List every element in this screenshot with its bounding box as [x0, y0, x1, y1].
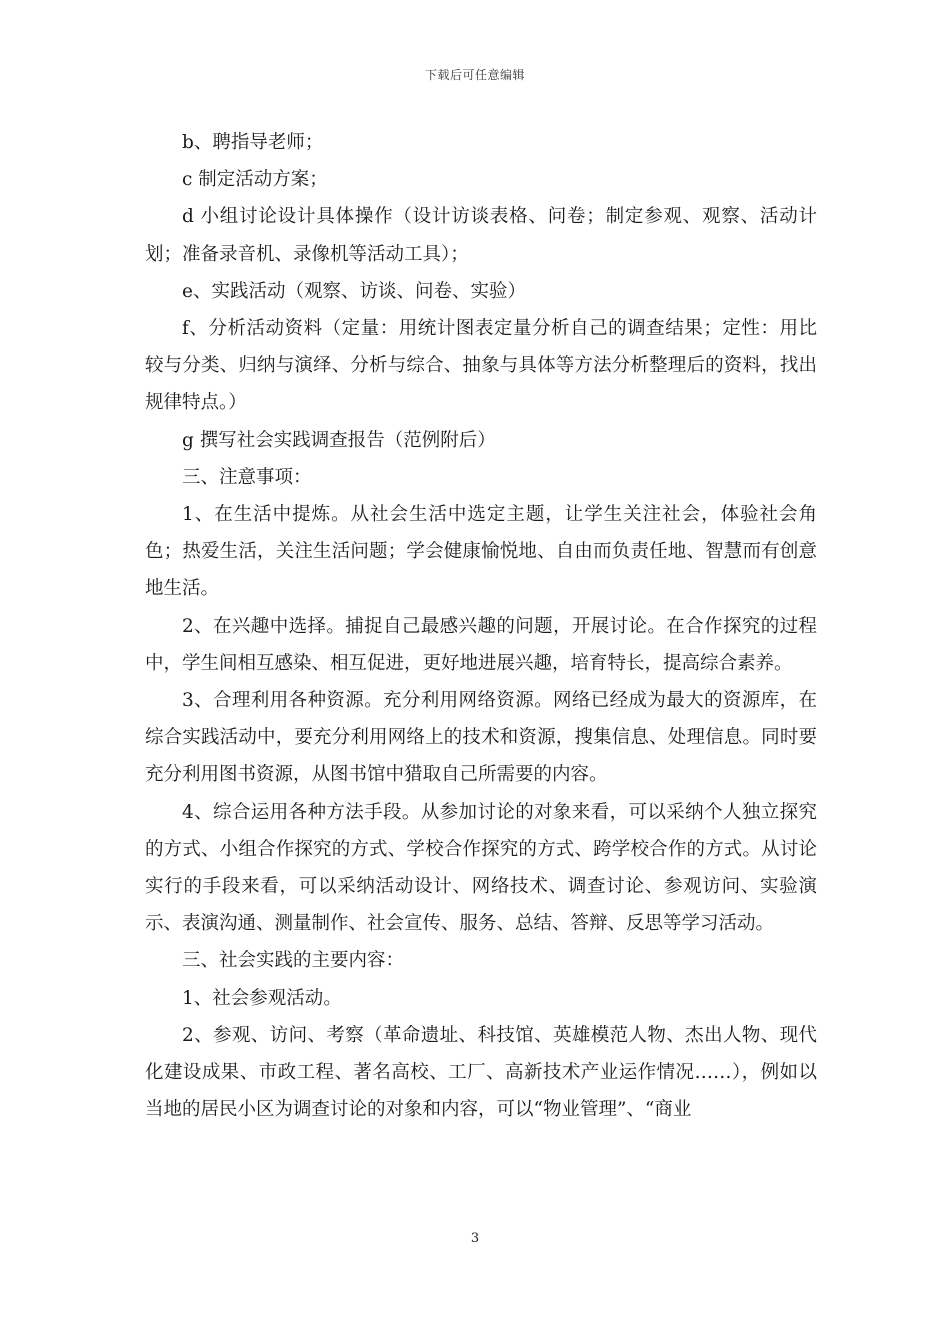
paragraph-b: b、聘指导老师；	[182, 132, 324, 153]
note-item-4: 4、综合运用各种方法手段。从参加讨论的对象来看，可以采纳个人独立探究的方式、小组合作探究的方式、学校合作探究的方式、跨学校合作的方式。从讨论实行的手段来看，可以采纳活动设计、网络技术、调查讨论、参观访问、实验演示、表演沟通、测量制作、社会宣传、服务、总结、答辩、反思等学习活动。	[145, 801, 817, 935]
paragraph-c: c 制定活动方案；	[182, 169, 328, 191]
paragraph-g: g 撰写社会实践调查报告（范例附后）	[182, 429, 496, 451]
page-header: 下载后可任意编辑	[424, 68, 525, 82]
paragraph-d: d 小组讨论设计具体操作（设计访谈表格、问卷；制定参观、观察、活动计划；准备录音机、录像机等活动工具）；	[145, 206, 817, 265]
note-item-2: 2、在兴趣中选择。捕捉自己最感兴趣的问题，开展讨论。在合作探究的过程中，学生间相互感染、相互促进，更好地进展兴趣，培育特长，提高综合素养。	[145, 615, 817, 674]
paragraph-e: e、实践活动（观察、访谈、问卷、实验）	[182, 280, 526, 302]
note-item-1: 1、在生活中提炼。从社会生活中选定主题，让学生关注社会，体验社会角色；热爱生活，关注生活问题；学会健康愉悦地、自由而负责任地、智慧而有创意地生活。	[145, 504, 817, 600]
section-heading-content: 三、社会实践的主要内容：	[182, 950, 405, 972]
page-number: 3	[470, 1231, 480, 1246]
content-item-2: 2、参观、访问、考察（革命遗址、科技馆、英雄模范人物、杰出人物、现代化建设成果、市政工程、著名高校、工厂、高新技术产业运作情况……），例如以当地的居民小区为调查讨论的对象和内容，可以“物业管理”、“商业	[145, 1024, 817, 1121]
content-item-1: 1、社会参观活动。	[182, 987, 342, 1009]
document-body	[145, 124, 817, 1128]
note-item-3: 3、合理利用各种资源。充分利用网络资源。网络已经成为最大的资源库，在综合实践活动中，要充分利用网络上的技术和资源，搜集信息、处理信息。同时要充分利用图书资源，从图书馆中猎取自己所需要的内容。	[145, 690, 817, 786]
paragraph-f: f、分析活动资料（定量：用统计图表定量分析自己的调查结果；定性：用比较与分类、归纳与演绎、分析与综合、抽象与具体等方法分析整理后的资料，找出规律特点。）	[145, 318, 817, 414]
section-heading-notes: 三、注意事项：	[182, 466, 312, 488]
